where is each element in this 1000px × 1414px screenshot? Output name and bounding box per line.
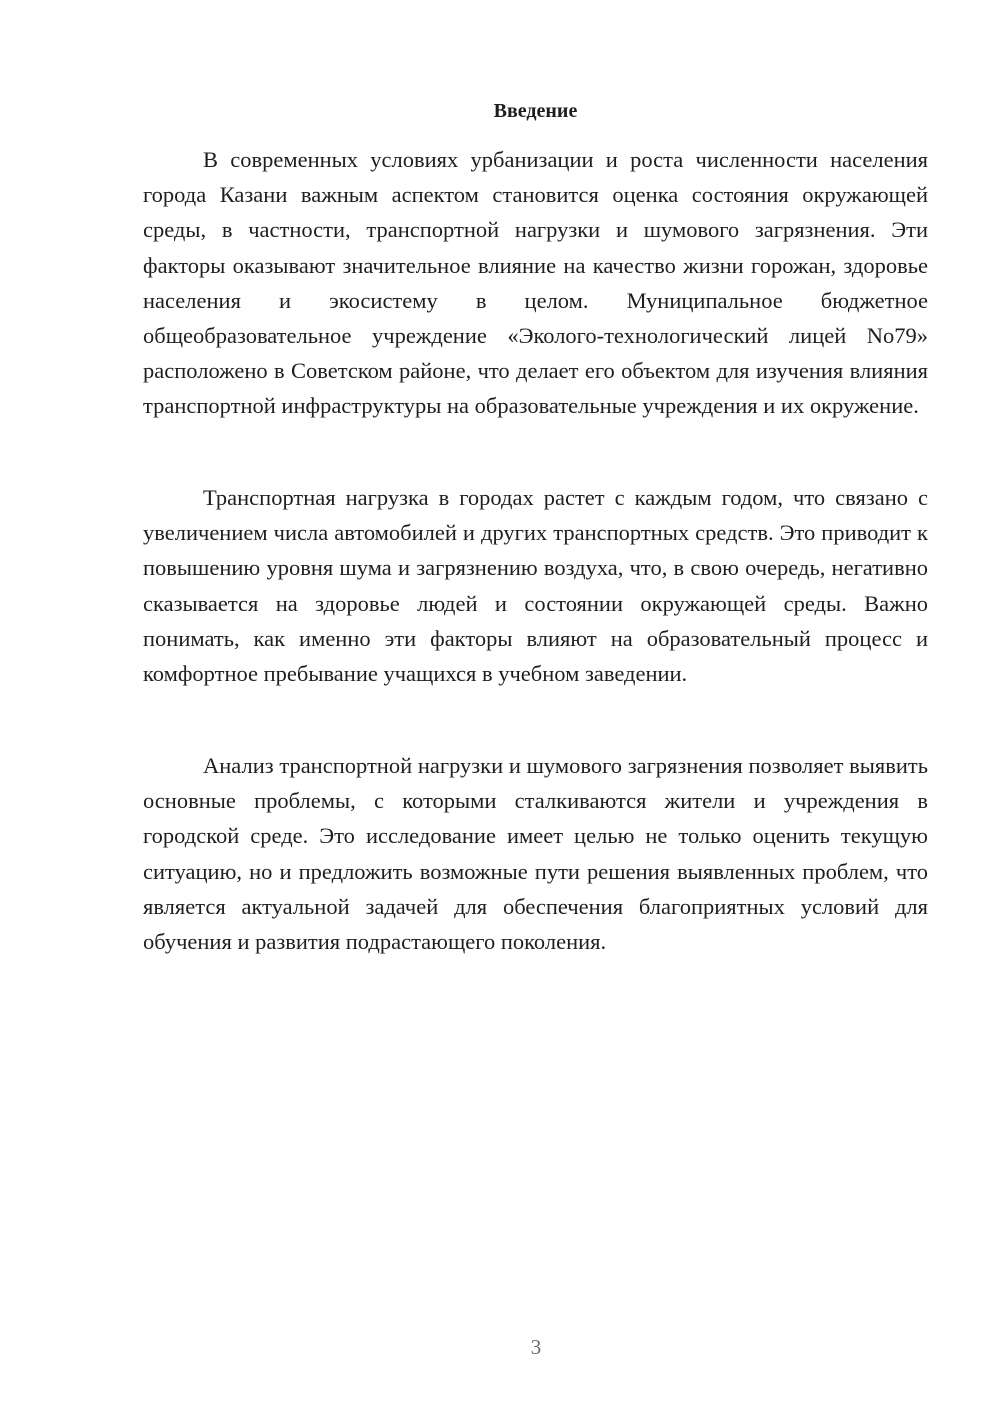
section-heading: Введение — [493, 100, 578, 122]
paragraph-analysis: Анализ транспортной нагрузки и шумового загрязнения позволяет выявить основные проблемы, с которыми сталкиваются жители и учреждения в городской среде. Это исследование имеет целью не только оценить текущую ситуацию, но и предложить возможные пути решения выявленных проблем, что является актуальной задачей для обеспечения благоприятных условий для обучения и развития подрастающего поколения. — [143, 753, 928, 955]
paragraph-transport-load: Транспортная нагрузка в городах растет с каждым годом, что связано с увеличением числа автомобилей и других транспортных средств. Это приводит к повышению уровня шума и загрязнению воздуха, что, в свою очередь, негативно сказывается на здоровье людей и состоянии окружающей среды. Важно понимать, как именно эти факторы влияют на образовательный процесс и комфортное пребывание учащихся в учебном заведении. — [143, 485, 928, 687]
page-number: 3 — [530, 1335, 542, 1359]
paragraph-urbanization: В современных условиях урбанизации и роста численности населения города Казани важным аспектом становится оценка состояния окружающей среды, в частности, транспортной нагрузки и шумового загрязнения. Эти факторы оказывают значительное влияние на качество жизни горожан, здоровье населения и экосистему в целом. Муниципальное бюджетное общеобразовательное учреждение «Эколого-технологический лицей No79» расположено в Советском районе, что делает его объектом для изучения влияния транспортной инфраструктуры на образовательные учреждения и их окружение. — [143, 147, 928, 419]
